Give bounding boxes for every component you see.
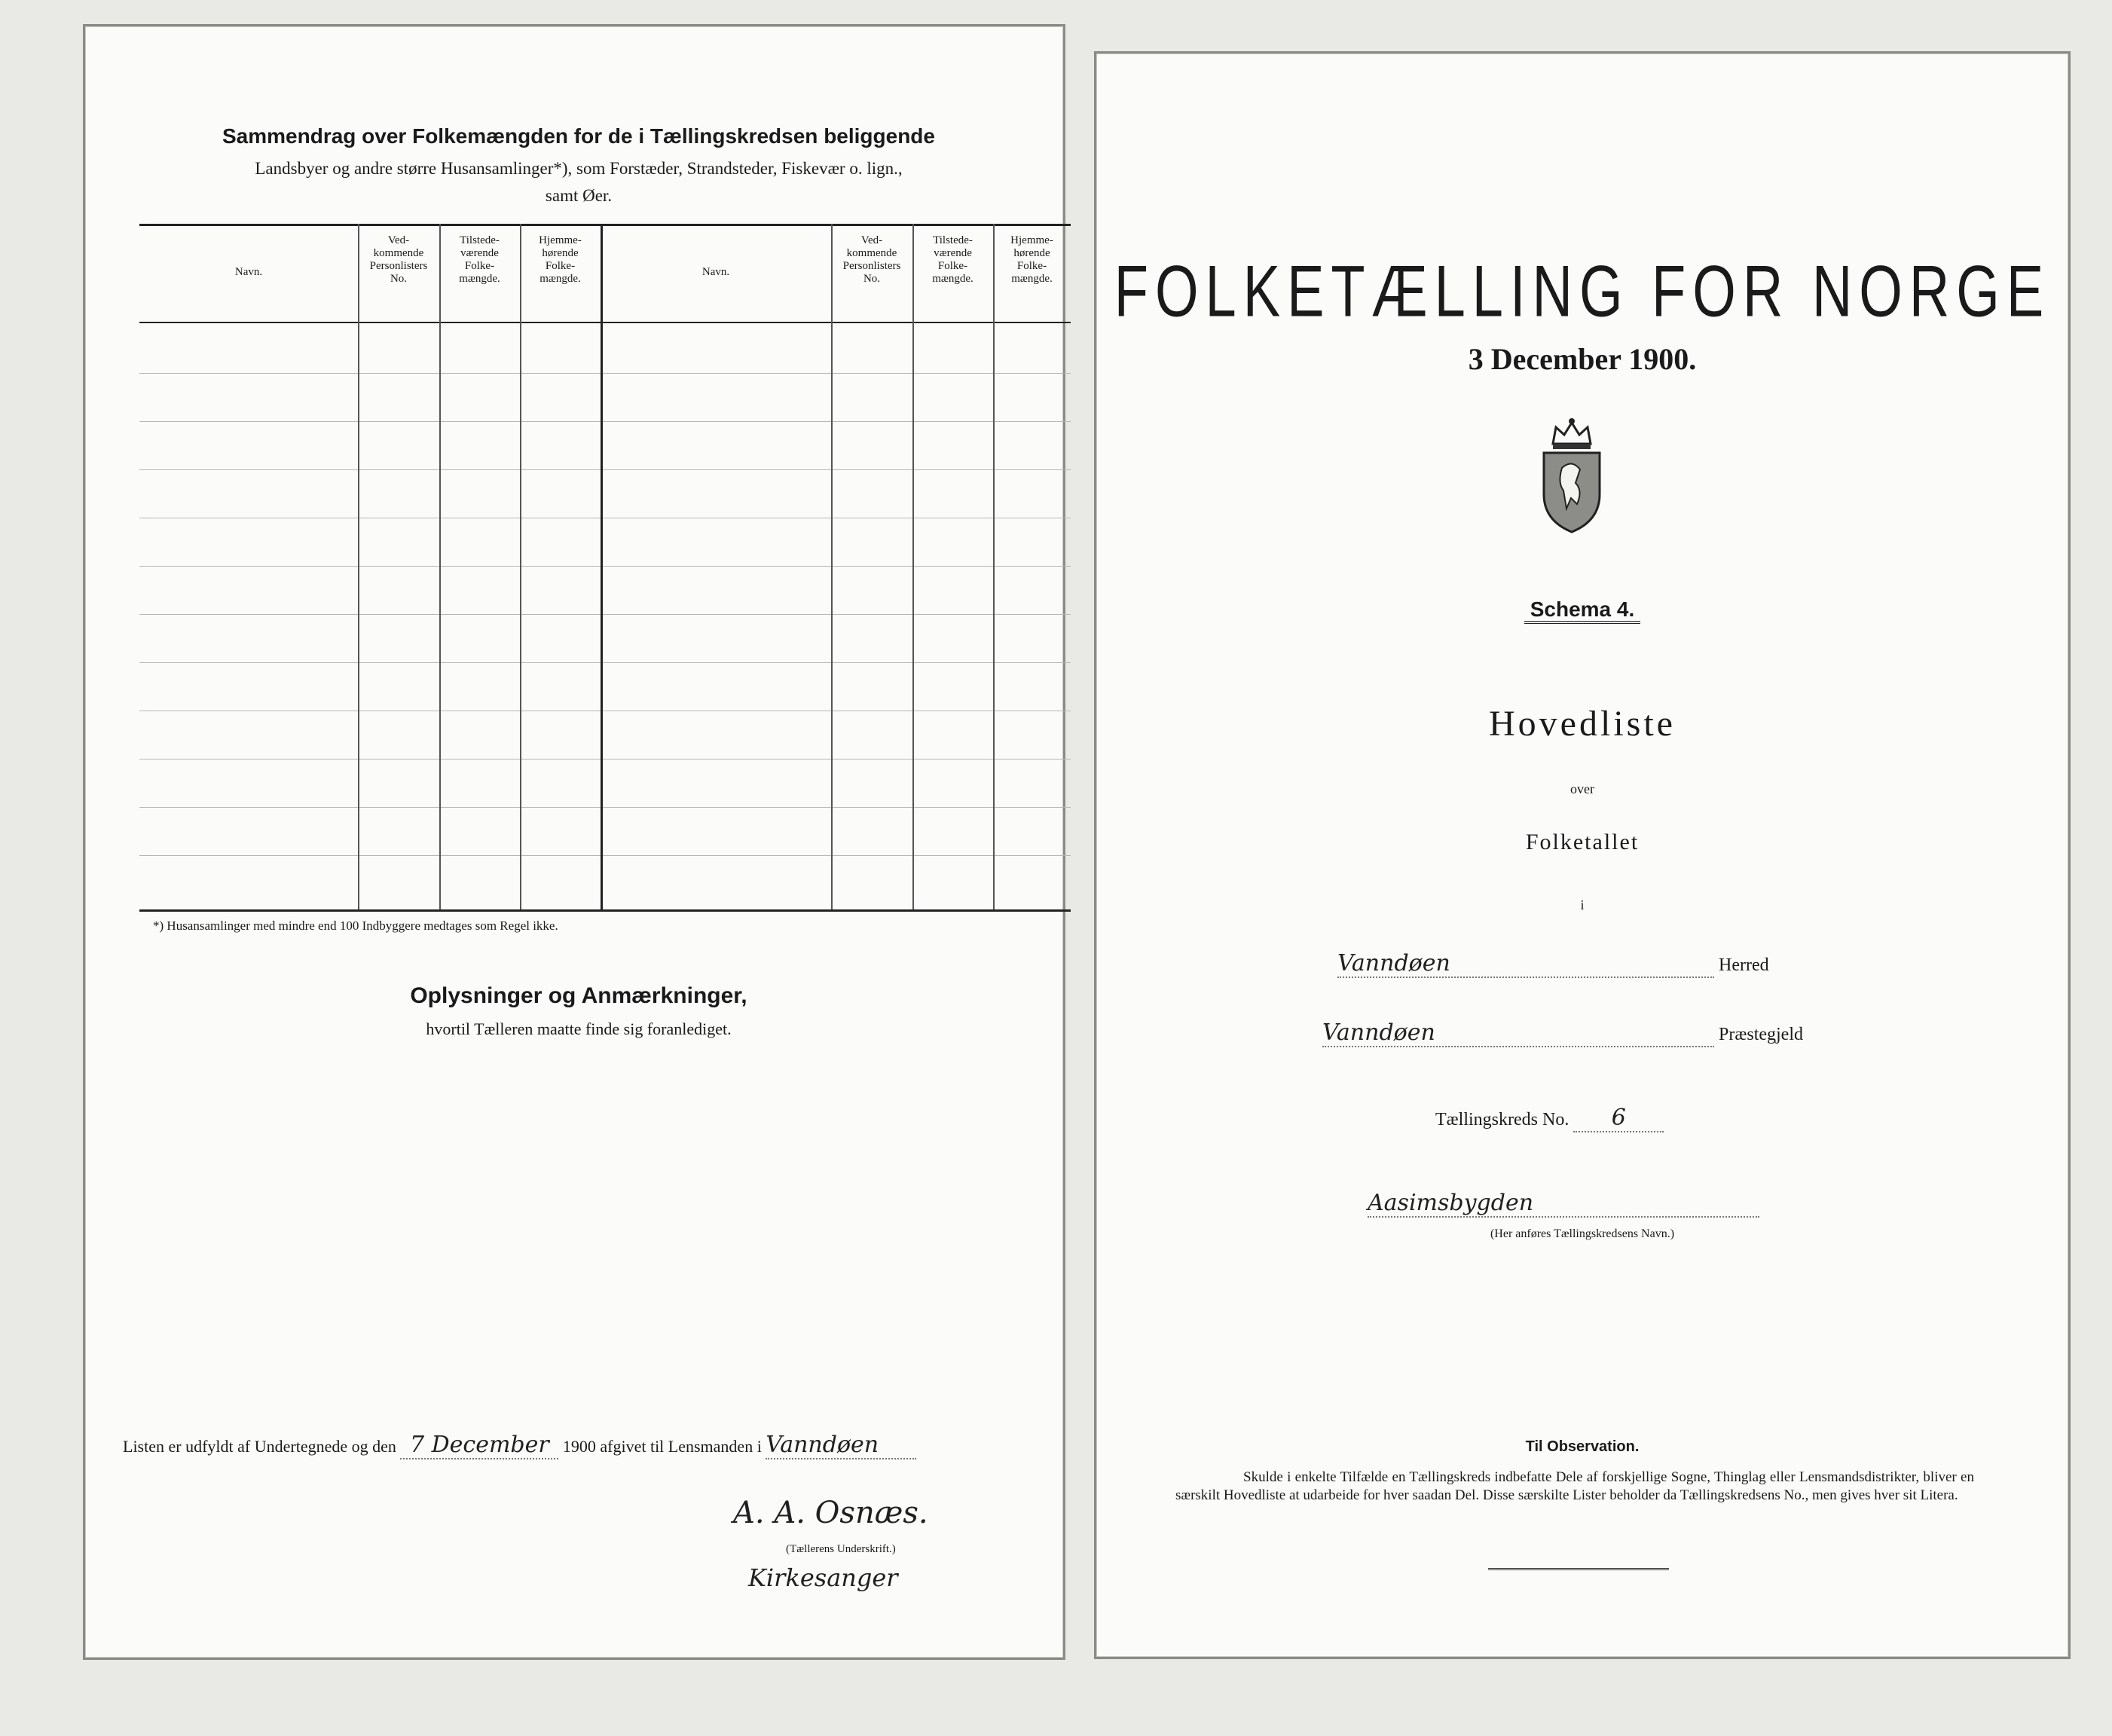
- table-row: [139, 807, 1071, 808]
- delivery-statement: [123, 1432, 916, 1459]
- folketallet-heading: Folketallet: [1525, 830, 1640, 854]
- herred-label: Herred: [1719, 955, 1769, 975]
- summary-subtitle-cont: samt Øer.: [545, 186, 613, 205]
- praestegjeld-field: [1322, 1019, 1803, 1047]
- census-date: 3 December 1900.: [1468, 342, 1697, 376]
- table-row: [139, 662, 1071, 663]
- kreds-label: Tællingskreds No.: [1435, 1110, 1569, 1129]
- table-row: [139, 421, 1071, 422]
- footnote: *) Husansamlinger med mindre end 100 Indbyggere medtages som Regel ikke.: [153, 918, 558, 933]
- census-title: FOLKETÆLLING FOR NORGE: [1114, 250, 2051, 332]
- hovedliste-heading: Hovedliste: [1489, 704, 1676, 744]
- signature-role: Kirkesanger: [748, 1563, 898, 1592]
- right-page: [1094, 51, 2071, 1659]
- col-header-navn: Navn.: [234, 266, 263, 278]
- remarks-subtitle: hvortil Tælleren maatte finde sig foranlediget.: [426, 1019, 732, 1038]
- table-header-rule: [139, 322, 1071, 323]
- kreds-name-value: Aasimsbygden: [1368, 1190, 1759, 1218]
- enumerator-signature: A. A. Osnæs.: [733, 1496, 928, 1530]
- remarks-title: Oplysninger og Anmærkninger,: [410, 983, 747, 1008]
- table-center-divider: [601, 224, 603, 909]
- observation-title: Til Observation.: [1525, 1438, 1640, 1455]
- signature-caption: (Tællerens Underskrift.): [786, 1543, 896, 1555]
- left-page: [83, 24, 1065, 1660]
- col-header-navn-2: Navn.: [701, 266, 730, 278]
- delivery-year: 1900: [562, 1437, 596, 1456]
- delivery-place: Vanndøen: [766, 1432, 916, 1459]
- observation-rule: [1488, 1568, 1669, 1570]
- table-top-rule: [139, 224, 1071, 226]
- table-column-divider: [358, 224, 359, 909]
- table-row: [139, 614, 1071, 615]
- table-bottom-rule: [139, 909, 1071, 912]
- table-row: [139, 373, 1071, 374]
- delivery-middle: afgivet til Lensmanden i: [600, 1437, 762, 1456]
- col-header-hjemmehorende: Hjemme- hørende Folke- mængde.: [539, 234, 582, 285]
- herred-field: [1337, 950, 1769, 978]
- over-word: over: [1570, 781, 1594, 796]
- i-word: i: [1580, 897, 1585, 912]
- kreds-name-field: [1368, 1190, 1759, 1218]
- table-column-divider: [912, 224, 914, 909]
- table-row: [139, 566, 1071, 567]
- col-header-tilstedevaerende-2: Tilstede- værende Folke- mængde.: [932, 234, 973, 285]
- col-header-tilstedevaerende: Tilstede- værende Folke- mængde.: [459, 234, 500, 285]
- table-column-divider: [993, 224, 995, 909]
- col-header-personlister: Ved- kommende Personlisters No.: [369, 234, 428, 285]
- table-column-divider: [831, 224, 833, 909]
- table-row: [139, 469, 1071, 470]
- schema-label: Schema 4.: [1524, 598, 1641, 624]
- kreds-number-field: [1435, 1105, 1664, 1132]
- kreds-name-caption: (Her anføres Tællingskredsens Navn.): [1490, 1227, 1675, 1240]
- observation-text: Skulde i enkelte Tilfælde en Tællingskreds indbefatte Dele af forskjellige Sogne, Thinglag eller Lensmandsdistrikter, bliver en særskilt Hovedliste at udarbeide for hver saadan Del. Disse særskilte Lister beholder da Tællingskredsens No., men gives hver sit Litera.: [1175, 1469, 1974, 1503]
- summary-title: Sammendrag over Folkemængden for de i Tællingskredsen beliggende: [222, 124, 935, 148]
- table-row: [139, 855, 1071, 856]
- praestegjeld-value: Vanndøen: [1322, 1019, 1714, 1047]
- coat-of-arms-icon: [1530, 415, 1613, 536]
- delivery-date: 7 December: [400, 1432, 558, 1459]
- col-header-personlister-2: Ved- kommende Personlisters No.: [842, 234, 901, 285]
- table-row: [139, 759, 1071, 760]
- herred-value: Vanndøen: [1337, 950, 1714, 978]
- table-column-divider: [439, 224, 441, 909]
- schema-number: [1096, 598, 2068, 622]
- table-column-divider: [520, 224, 521, 909]
- delivery-prefix: Listen er udfyldt af Undertegnede og den: [123, 1437, 396, 1456]
- praestegjeld-label: Præstegjeld: [1719, 1025, 1803, 1044]
- col-header-hjemmehorende-2: Hjemme- hørende Folke- mængde.: [1010, 234, 1053, 285]
- summary-table: [139, 224, 1071, 913]
- kreds-value: 6: [1573, 1105, 1664, 1132]
- summary-subtitle: Landsbyer og andre større Husansamlinger*), som Forstæder, Strandsteder, Fiskevær o. lign.,: [255, 159, 903, 178]
